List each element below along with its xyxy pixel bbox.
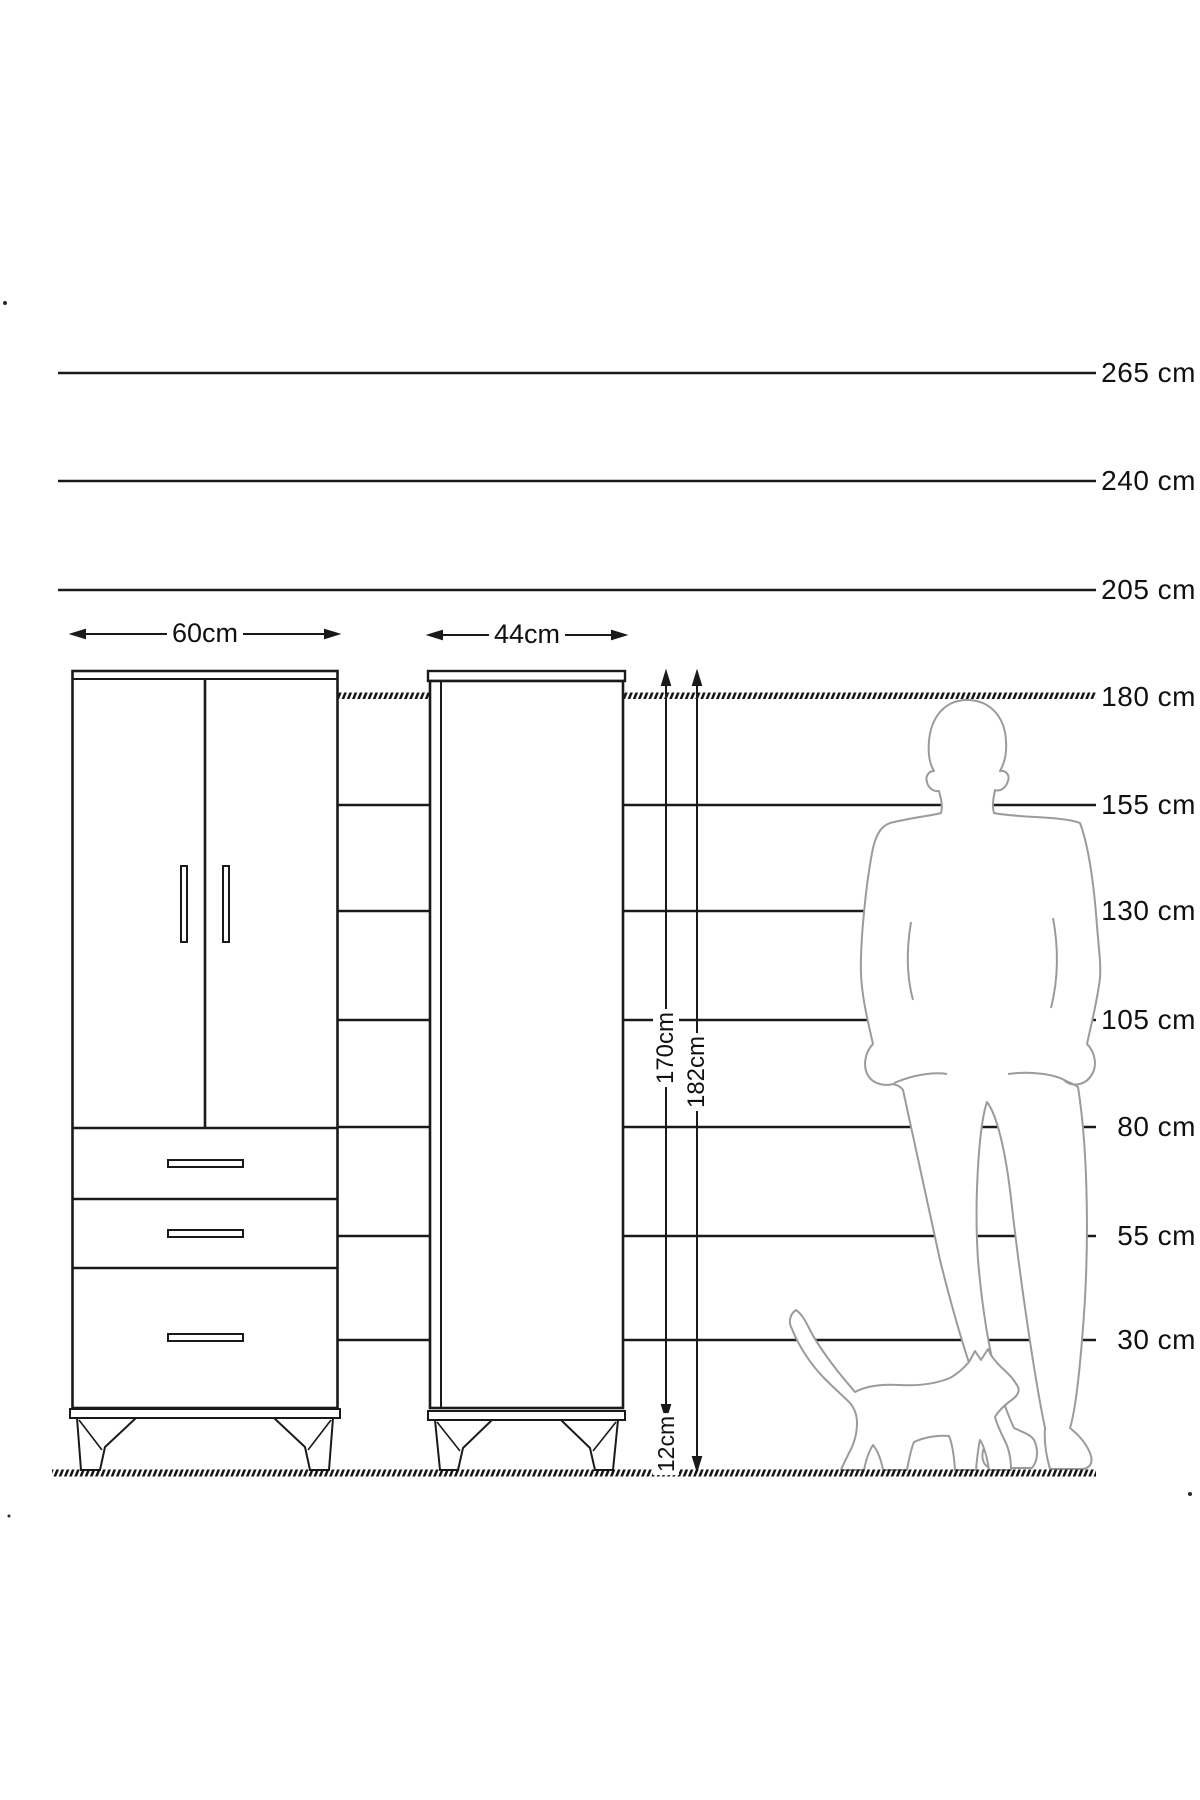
wardrobe-base-band xyxy=(70,1409,340,1418)
artifact-dot xyxy=(8,1515,11,1518)
drawer-handle xyxy=(168,1230,243,1237)
wardrobe-leg xyxy=(77,1418,136,1470)
cabinet-base-band xyxy=(428,1411,625,1420)
cabinet-top-band xyxy=(428,671,625,681)
scale-label-55cm: 55 cm xyxy=(1117,1220,1196,1251)
cabinet-drawing xyxy=(428,671,625,1470)
drawer-handle xyxy=(168,1334,243,1341)
artifact-dot xyxy=(1188,1492,1192,1496)
scale-label-80cm: 80 cm xyxy=(1117,1111,1196,1142)
cabinet-width-label: 44cm xyxy=(489,619,565,649)
scale-label-205cm: 205 cm xyxy=(1101,574,1196,605)
cabinet-leg xyxy=(435,1420,492,1470)
cabinet-total-height-label: 182cm xyxy=(684,1033,710,1111)
man-outline xyxy=(861,700,1100,1469)
drawer-handle xyxy=(168,1160,243,1167)
scale-label-180cm: 180 cm xyxy=(1101,681,1196,712)
cabinet-body-height-label: 170cm xyxy=(653,1009,679,1087)
wardrobe-drawing xyxy=(70,671,340,1470)
scale-label-265cm: 265 cm xyxy=(1101,357,1196,388)
ground-line-hatched xyxy=(52,1470,1096,1477)
wardrobe-leg xyxy=(274,1418,333,1470)
door-handle-left xyxy=(181,866,187,942)
scale-label-240cm: 240 cm xyxy=(1101,465,1196,496)
scale-label-155cm: 155 cm xyxy=(1101,789,1196,820)
man-silhouette xyxy=(861,700,1100,1469)
scale-label-30cm: 30 cm xyxy=(1117,1324,1196,1355)
artifact-dot xyxy=(3,301,7,305)
wardrobe-width-label: 60cm xyxy=(167,618,243,648)
cabinet-leg xyxy=(561,1420,618,1470)
cabinet-leg-height-label: 12cm xyxy=(653,1413,679,1475)
door-handle-right xyxy=(223,866,229,942)
scale-label-105cm: 105 cm xyxy=(1101,1004,1196,1035)
scale-label-130cm: 130 cm xyxy=(1101,895,1196,926)
cabinet-body xyxy=(430,681,623,1408)
